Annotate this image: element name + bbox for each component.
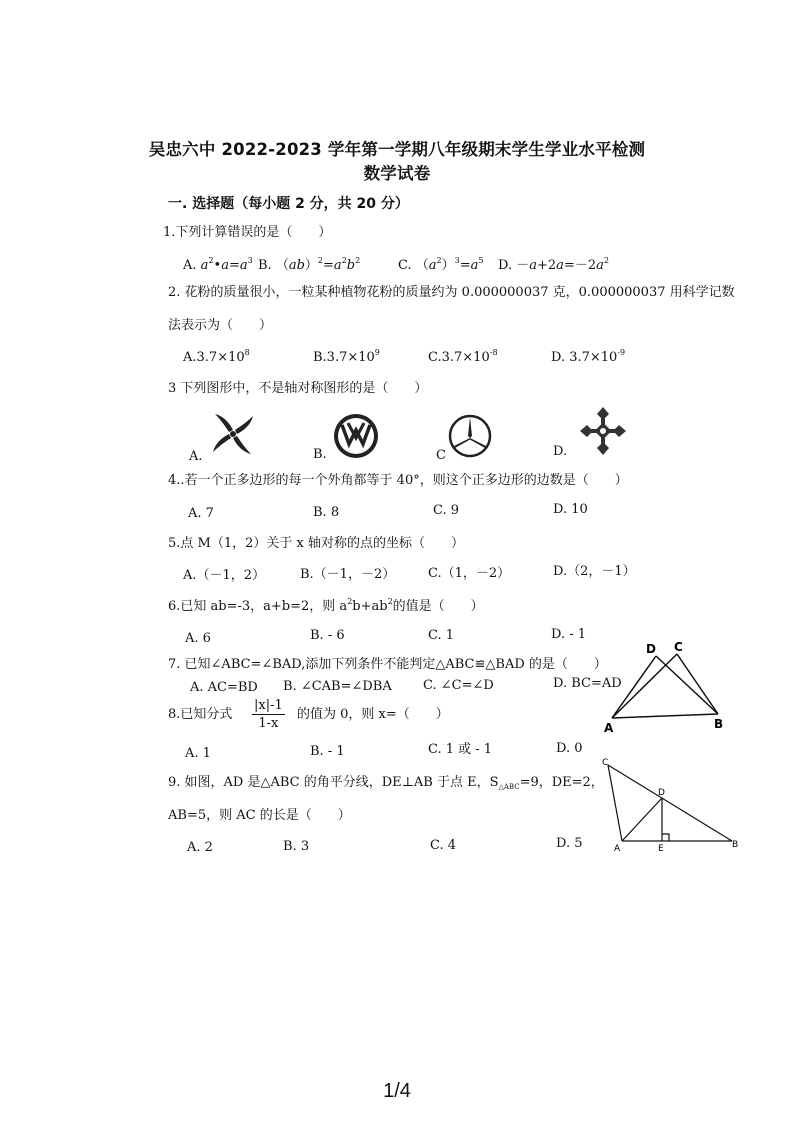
q9-option-d: D. 5 bbox=[556, 836, 583, 851]
q6-option-a: A. 6 bbox=[185, 631, 211, 646]
q4-option-c: C. 9 bbox=[433, 503, 460, 518]
q9-label-e: E bbox=[658, 844, 664, 854]
q9-label-d: D bbox=[658, 788, 665, 798]
q9-label-c: C bbox=[602, 758, 609, 768]
q2-stem-line2: 法表示为（ ） bbox=[168, 318, 273, 333]
q6-option-d: D. - 1 bbox=[551, 627, 587, 642]
q8-denominator: 1-x bbox=[258, 716, 279, 731]
q4-stem: 4..若一个正多边形的每一个外角都等于 40°，则这个正多边形的边数是（ ） bbox=[168, 473, 628, 488]
q8-option-b: B. - 1 bbox=[310, 744, 345, 759]
q9-option-a: A. 2 bbox=[187, 840, 213, 855]
q2-option-d: D. $3.7\times 10^{-9}$ bbox=[551, 348, 626, 365]
pinwheel-icon bbox=[207, 408, 259, 460]
q7-option-a: A. AC=BD bbox=[190, 680, 258, 695]
vw-logo-icon bbox=[332, 412, 380, 460]
q8-option-c: C. 1 或 - 1 bbox=[428, 742, 493, 757]
q3-option-a: A. bbox=[189, 449, 203, 464]
q8-option-d: D. 0 bbox=[556, 741, 583, 756]
q5-option-b: B.（－1，－2） bbox=[300, 567, 396, 582]
q1-option-b: B. $(ab)^2=a^2b^2$ bbox=[258, 256, 361, 273]
q9-option-b: B. 3 bbox=[283, 839, 310, 854]
q7-label-d: D bbox=[646, 642, 656, 656]
q2-option-b: $B.3.7\times 10^9$ bbox=[313, 348, 380, 365]
q9-option-c: C. 4 bbox=[430, 838, 457, 853]
q1-stem: 1.下列计算错误的是（ ） bbox=[163, 225, 332, 240]
q9-stem-line1: 9. 如图，AD 是△ABC 的角平分线，DE⊥AB 于点 E，$S_{\triangle ABC}=9$，DE=2， bbox=[168, 775, 604, 791]
q6-stem: 6.已知 ab=-3，a+b=2，则 $a^2b+ab^2$的值是（ ） bbox=[168, 597, 484, 614]
q7-stem: 7. 已知∠ABC=∠BAD,添加下列条件不能判定△ABC≌△BAD 的是（ ） bbox=[168, 657, 607, 672]
q1-option-d: D. $-a+2a=-2a^2$ bbox=[498, 256, 609, 273]
cross-ornament-icon bbox=[578, 405, 628, 457]
q4-option-d: D. 10 bbox=[553, 502, 588, 517]
q7-label-c: C bbox=[674, 640, 683, 654]
q5-option-d: D.（2，－1） bbox=[553, 564, 636, 579]
q7-option-c: C. ∠C=∠D bbox=[423, 678, 494, 693]
mercedes-logo-icon bbox=[447, 413, 493, 459]
q9-triangle-figure bbox=[598, 755, 748, 855]
exam-title: 吴忠六中 2022-2023 学年第一学期八年级期末学生学业水平检测 bbox=[148, 140, 646, 159]
q7-triangle-figure bbox=[600, 638, 730, 738]
q5-stem: 5.点 M（1，2）关于 x 轴对称的点的坐标（ ） bbox=[168, 536, 464, 551]
q6-option-c: C. 1 bbox=[428, 628, 455, 643]
q7-label-b: B bbox=[714, 717, 724, 731]
q2-stem-line1: 2. 花粉的质量很小，一粒某种植物花粉的质量约为 0.000000037 克，0.000000037 用科学记数 bbox=[168, 285, 735, 300]
q8-fraction bbox=[252, 698, 285, 731]
q1-option-c: C. $(a^2)^3=a^5$ bbox=[398, 256, 484, 273]
q5-option-a: A.（－1，2） bbox=[183, 568, 266, 583]
page-number: 1/4 bbox=[383, 1080, 411, 1102]
q3-option-c: C bbox=[436, 448, 446, 463]
q7-option-b: B. ∠CAB=∠DBA bbox=[283, 679, 392, 694]
q4-option-b: B. 8 bbox=[313, 505, 340, 520]
exam-subtitle: 数学试卷 bbox=[363, 164, 431, 183]
q8-numerator: |x|-1 bbox=[254, 698, 283, 713]
q3-stem: 3 下列图形中，不是轴对称图形的是（ ） bbox=[168, 381, 428, 396]
q5-option-c: C.（1，－2） bbox=[428, 566, 511, 581]
q7-label-a: A bbox=[604, 721, 614, 735]
q8-stem-prefix: 8.已知分式 bbox=[168, 707, 233, 722]
q9-stem-line2: AB=5，则 AC 的长是（ ） bbox=[168, 808, 351, 823]
q2-option-a: $A.3.7\times 10^8$ bbox=[183, 348, 250, 365]
q3-option-b: B. bbox=[313, 447, 327, 462]
q6-option-b: B. - 6 bbox=[310, 628, 345, 643]
q3-option-d: D. bbox=[553, 444, 568, 459]
q4-option-a: A. 7 bbox=[188, 506, 214, 521]
q2-option-c: $C.3.7\times 10^{-8}$ bbox=[428, 348, 498, 365]
section-heading: 一. 选择题（每小题 2 分，共 20 分） bbox=[168, 196, 409, 212]
q7-option-d: D. BC=AD bbox=[553, 676, 622, 691]
q9-label-b: B bbox=[732, 840, 739, 850]
q8-option-a: A. 1 bbox=[185, 746, 211, 761]
q1-option-a: A. $a^2•a=a^3$ bbox=[183, 256, 253, 273]
q8-stem-suffix: 的值为 0，则 x=（ ） bbox=[297, 707, 449, 722]
q9-label-a: A bbox=[614, 844, 621, 854]
